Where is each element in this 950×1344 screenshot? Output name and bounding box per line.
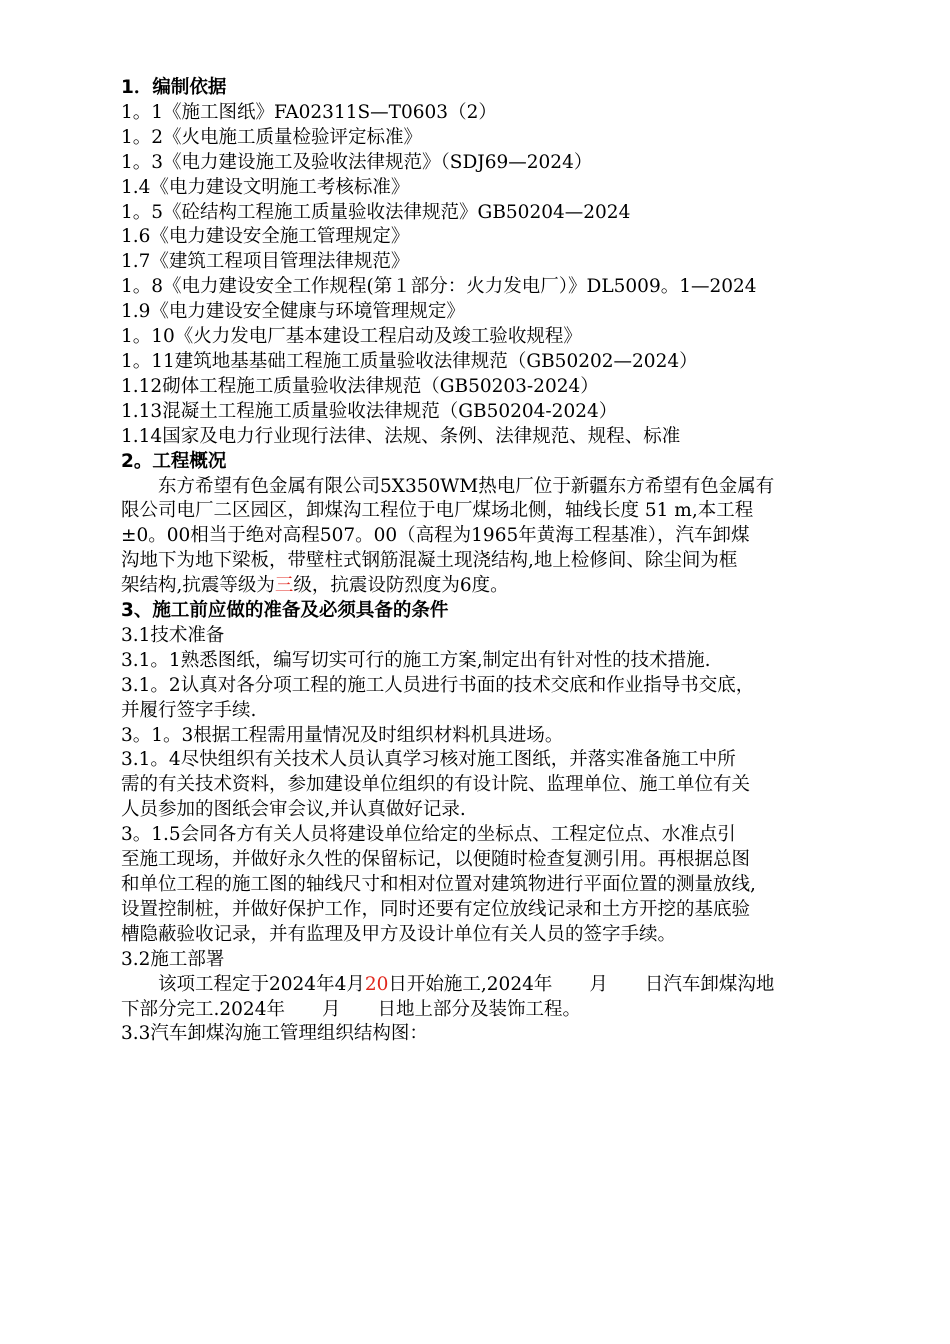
start-day-highlight: 20 xyxy=(364,973,389,995)
prep-item-line: 和单位工程的施工图的轴线尺寸和相对位置对建筑物进行平面位置的测量放线, xyxy=(121,874,756,895)
prep-item-line: 3.1。2认真对各分项工程的施工人员进行书面的技术交底和作业指导书交底， xyxy=(121,674,755,696)
subsection-title: 3.3汽车卸煤沟施工管理组织结构图： xyxy=(121,1023,428,1045)
reference-item: 1.9《电力建设安全健康与环境管理规定》 xyxy=(121,301,465,323)
reference-item: 1。8《电力建设安全工作规程(第１部分：火力发电厂）》DL5009。1—2024 xyxy=(121,276,757,298)
reference-list xyxy=(121,101,886,450)
overview-line xyxy=(121,574,886,599)
prep-item: 3。1。3根据工程需用量情况及时组织材料机具进场。 xyxy=(121,724,564,746)
prep-item-line: 人员参加的图纸会审会议,并认真做好记录. xyxy=(121,799,466,821)
prep-item-line: 设置控制桩，并做好保护工作，同时还要有定位放线记录和土方开挖的基底验 xyxy=(121,898,751,920)
prep-item-line: 3。1.5会同各方有关人员将建设单位给定的坐标点、工程定位点、水准点引 xyxy=(121,824,736,846)
prep-item-line: 3.1。4尽快组织有关技术人员认真学习核对施工图纸，并落实准备施工中所 xyxy=(121,749,736,771)
reference-item: 1。3《电力建设施工及验收法律规范》（SDJ69—2024） xyxy=(121,151,593,173)
prep-item-line: 并履行签字手续. xyxy=(121,699,257,721)
section2-heading: 2。工程概况 xyxy=(121,450,227,472)
reference-item: 1。5《砼结构工程施工质量验收法律规范》GB50204—2024 xyxy=(121,201,631,223)
prep-item: 3.1。1熟悉图纸，编写切实可行的施工方案,制定出有针对性的技术措施. xyxy=(121,649,711,671)
reference-item: 1。2《火电施工质量检验评定标准》 xyxy=(121,126,423,148)
reference-item: 1.4《电力建设文明施工考核标准》 xyxy=(121,176,410,198)
section1-heading: 1．编制依据 xyxy=(121,77,227,98)
prep-item-line: 至施工现场，并做好永久性的保留标记，以便随时检查复测引用。再根据总图 xyxy=(121,849,751,871)
overview-line: 沟地下为地下梁板，带壁柱式钢筋混凝土现浇结构,地上检修间、除尘间为框 xyxy=(121,550,738,572)
seismic-grade-highlight: 三 xyxy=(274,575,294,597)
prep-item-line: 需的有关技术资料，参加建设单位组织的有设计院、监理单位、施工单位有关 xyxy=(121,774,751,796)
overview-line: ±0。00相当于绝对高程507。00（高程为1965年黄海工程基准），汽车卸煤 xyxy=(121,525,750,547)
overview-line: 限公司电厂二区园区，卸煤沟工程位于电厂煤场北侧，轴线长度 51 m,本工程 xyxy=(121,500,754,522)
schedule-text: 该项工程定于2024年4月 xyxy=(158,973,365,995)
reference-item: 1.13混凝土工程施工质量验收法律规范（GB50204-2024） xyxy=(121,400,618,422)
reference-item: 1.12砌体工程施工质量验收法律规范（GB50203-2024） xyxy=(121,375,599,397)
overview-line: 东方希望有色金属有限公司5X350WM热电厂位于新疆东方希望有色金属有 xyxy=(158,475,775,497)
reference-item: 1.7《建筑工程项目管理法律规范》 xyxy=(121,251,410,273)
document-page xyxy=(121,76,886,1047)
reference-item: 1.6《电力建设安全施工管理规定》 xyxy=(121,226,410,248)
section3-heading: 3、施工前应做的准备及必须具备的条件 xyxy=(121,600,449,622)
prep-item-line: 槽隐蔽验收记录，并有监理及甲方及设计单位有关人员的签字手续。 xyxy=(121,923,677,945)
schedule-line: 下部分完工.2024年 月 日地上部分及装饰工程。 xyxy=(121,998,581,1020)
subsection-title: 3.2施工部署 xyxy=(121,948,225,970)
schedule-text: 日开始施工,2024年 月 日汽车卸煤沟地 xyxy=(388,973,775,995)
reference-item: 1。11建筑地基基础工程施工质量验收法律规范（GB50202—2024） xyxy=(121,350,698,372)
subsection-title: 3.1技术准备 xyxy=(121,624,225,646)
reference-item: 1.14国家及电力行业现行法律、法规、条例、法律规范、规程、标准 xyxy=(121,425,681,447)
reference-item: 1。1《施工图纸》FA02311S—T0603（2） xyxy=(121,101,497,123)
schedule-line xyxy=(121,973,886,998)
project-overview-paragraph xyxy=(121,475,886,600)
reference-item: 1。10《火力发电厂基本建设工程启动及竣工验收规程》 xyxy=(121,326,582,348)
overview-text: 级，抗震设防烈度为6度。 xyxy=(293,575,509,597)
overview-text: 架结构,抗震等级为 xyxy=(121,575,275,597)
